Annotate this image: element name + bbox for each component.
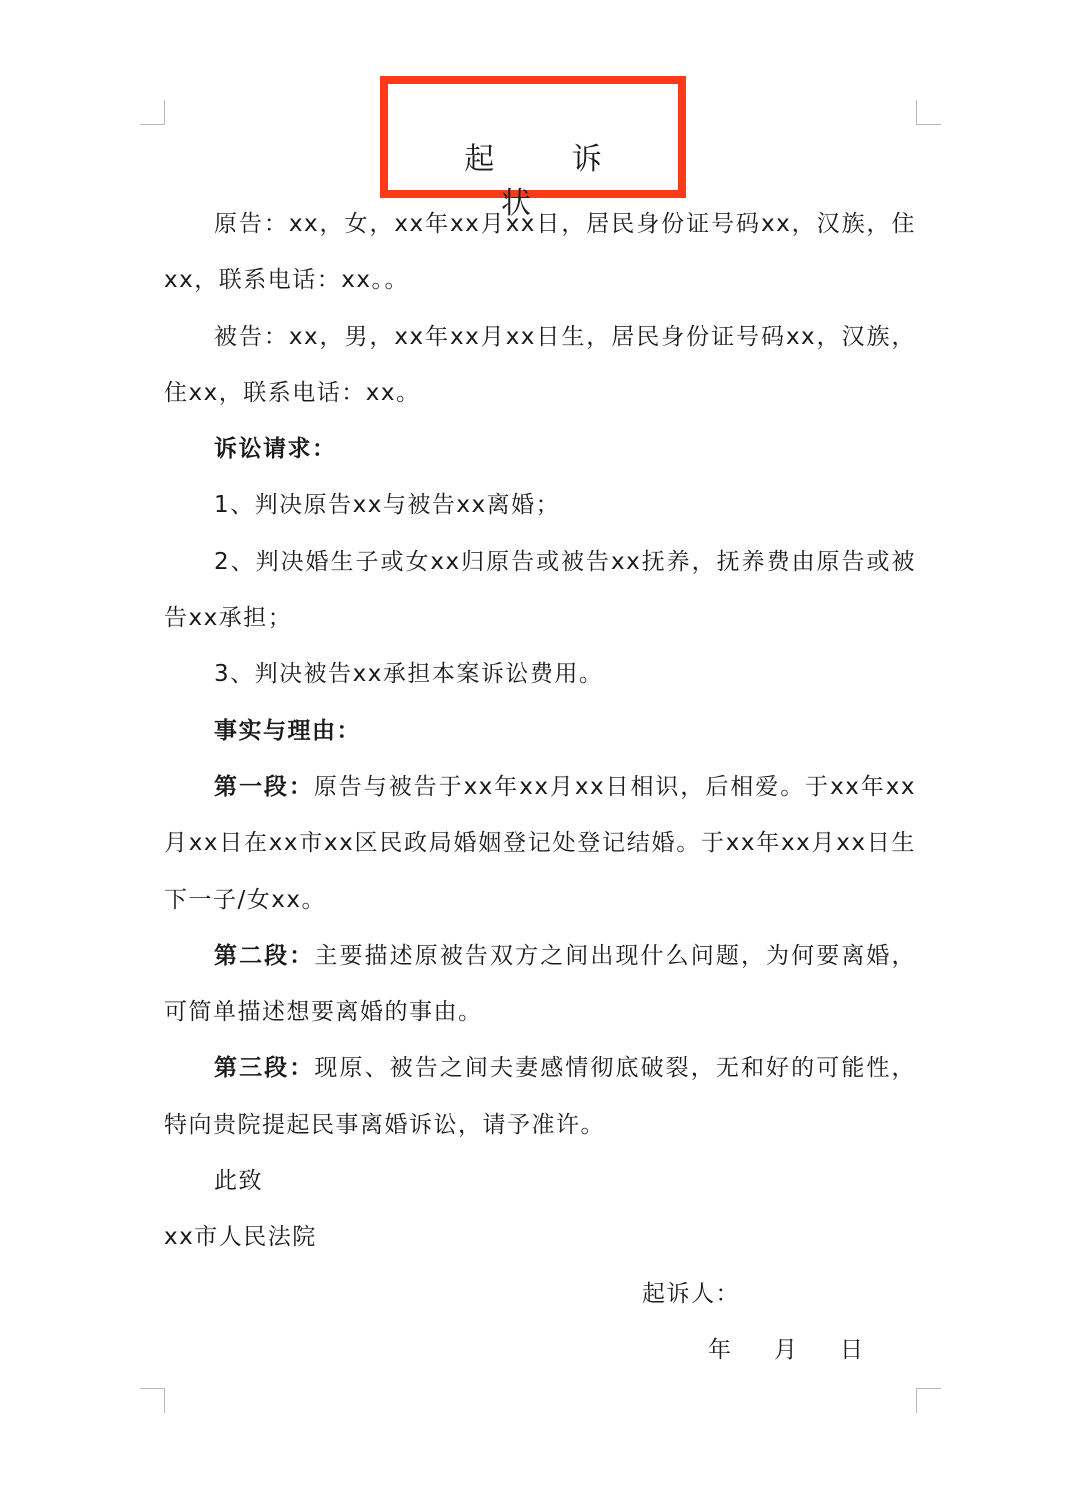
defendant-paragraph: 被告：xx，男，xx年xx月xx日生，居民身份证号码xx，汉族，住xx，联系电话：xx。 [164,323,916,406]
crop-mark-top-right [916,100,941,125]
document-title: 起 诉 状 [464,142,636,221]
salutation: 此致 [214,1168,263,1195]
claims-heading: 诉讼请求： [214,436,337,463]
crop-mark-top-left [140,100,165,125]
facts-paragraph-label: 第二段： [214,942,315,969]
facts-paragraph-text: 现原、被告之间夫妻感情彻底破裂，无和好的可能性，特向贵院提起民事离婚诉讼，请予准许。 [164,1055,917,1138]
facts-paragraph-label: 第三段： [214,1055,315,1082]
crop-mark-bottom-left [140,1388,165,1413]
facts-heading: 事实与理由： [214,717,361,744]
signer-label: 起诉人： [642,1280,740,1307]
date-year: 年 [708,1336,733,1363]
facts-paragraph-label: 第一段： [214,773,314,800]
date-day: 日 [840,1336,865,1363]
document-body [164,196,916,1378]
plaintiff-paragraph: 原告：xx，女，xx年xx月xx日，居民身份证号码xx，汉族，住xx，联系电话：xx。。 [164,211,916,294]
facts-paragraph-2 [164,928,916,1041]
claim-item-1: 1、判决原告xx与被告xx离婚； [214,492,561,519]
facts-paragraph-text: 原告与被告于xx年xx月xx日相识，后相爱。于xx年xx月xx日在xx市xx区民政局婚姻登记处登记结婚。于xx年xx月xx日生下一子/女xx。 [164,773,916,913]
facts-paragraph-1 [164,759,916,928]
claim-item-3: 3、判决被告xx承担本案诉讼费用。 [214,661,604,688]
facts-paragraph-text: 主要描述原被告双方之间出现什么问题，为何要离婚，可简单描述想要离婚的事由。 [164,942,917,1026]
court-name: xx市人民法院 [164,1224,317,1251]
facts-paragraph-3 [164,1040,916,1153]
claim-item-2: 2、判决婚生子或女xx归原告或被告xx抚养，抚养费由原告或被告xx承担； [164,548,916,632]
date-line [164,1322,916,1378]
date-month: 月 [774,1336,799,1363]
crop-mark-bottom-right [916,1388,941,1413]
